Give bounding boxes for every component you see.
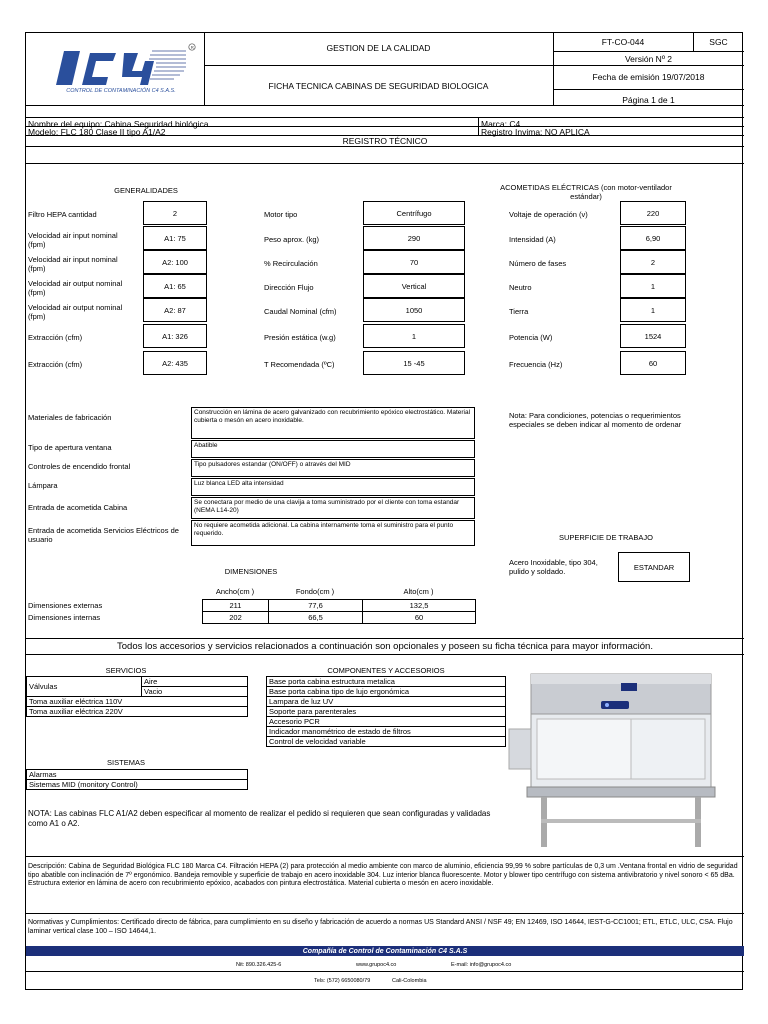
generalidades-row-value: A2: 87 [143, 298, 207, 322]
dim-cell: 132,5 [362, 599, 476, 612]
superficie-title: SUPERFICIE DE TRABAJO [558, 533, 654, 542]
nota-a1a2: NOTA: Las cabinas FLC A1/A2 deben especificar al momento de realizar el pedido si requieren que sean configuradas y validadas como A1 o A2. [28, 809, 491, 828]
electricas-row-label: Frecuencia (Hz) [509, 360, 563, 369]
material-value: Construcción en lámina de acero galvanizado con recubrimiento epóxico electrostático. Material cubierta o mesón en acero inoxidable. [191, 407, 475, 439]
generalidades-row-value: A1: 75 [143, 226, 207, 250]
generalidades-row-value: 2 [143, 201, 207, 225]
generalidades-row-label: Velocidad air input nominal (fpm) [28, 231, 118, 249]
registro-title: REGISTRO TÉCNICO [342, 136, 428, 146]
material-label: Materiales de fabricación [28, 413, 112, 422]
dim-header: Ancho(cm ) [215, 587, 255, 596]
generalidades-row-label: Velocidad air input nominal (fpm) [28, 255, 118, 273]
superficie-label: Acero Inoxidable, tipo 304, pulido y soldado. [509, 558, 598, 576]
electricas-row-label: Potencia (W) [509, 333, 553, 342]
generalidades-row-value: A2: 100 [143, 250, 207, 274]
doc-emission-date: Fecha de emisión 19/07/2018 [592, 72, 705, 82]
componente-item: Accesorio PCR [267, 717, 506, 727]
generalidades-row-value: A1: 326 [143, 324, 207, 348]
dim-cell: 60 [362, 611, 476, 624]
motor-row-value: 1 [363, 324, 465, 348]
toma-110-option: Toma auxiliar eléctrica 110V [27, 697, 248, 707]
electricas-row-value: 1 [620, 298, 686, 322]
logo-graphic [46, 41, 196, 91]
doc-version: Versión Nº 2 [624, 54, 673, 64]
electricas-row-label: Número de fases [509, 259, 567, 268]
motor-row-label: Presión estática (w.g) [264, 333, 336, 342]
motor-row-value: Centrífugo [363, 201, 465, 225]
material-value: Tipo pulsadores estandar (ON/OFF) o através del MID [191, 459, 475, 477]
sistemas-table [26, 769, 248, 790]
dim-row-label: Dimensiones externas [28, 601, 103, 610]
sistemas-item-alarmas: Alarmas [27, 770, 248, 780]
componente-item: Control de velocidad variable [267, 737, 506, 747]
footer-web: www.grupoc4.co [356, 962, 397, 968]
generalidades-row-value: A2: 435 [143, 351, 207, 375]
motor-row-label: Dirección Flujo [264, 283, 314, 292]
generalidades-title: GENERALIDADES [114, 186, 178, 195]
equipment-invima: Registro Invima: NO APLICA [481, 127, 590, 137]
optional-banner: Todos los accesorios y servicios relacionados a continuación son opcionales y poseen su ficha técnica para mayor información. [117, 641, 653, 652]
electricas-row-value: 1524 [620, 324, 686, 348]
electricas-title: ACOMETIDAS ELÉCTRICAS (con motor-ventilador estándar) [500, 183, 672, 201]
company-tagline: CONTROL DE CONTAMINACIÓN C4 S.A.S. [66, 88, 176, 94]
material-value: Se conectara por medio de una clavija a toma suministrado por el cliente con toma estandar (NEMA L14-20) [191, 497, 475, 519]
motor-row-value: Vertical [363, 274, 465, 298]
footer-tels: Tels: (572) 6650080/79 [314, 978, 371, 984]
componente-item: Lampara de luz UV [267, 697, 506, 707]
equipment-name: Nombre del equipo: Cabina Seguridad biológica [28, 119, 209, 129]
electricas-row-label: Intensidad (A) [509, 235, 556, 244]
valvulas-label: Válvulas [27, 677, 142, 697]
electricas-row-value: 1 [620, 274, 686, 298]
electricas-row-value: 60 [620, 351, 686, 375]
sistemas-title: SISTEMAS [107, 758, 145, 767]
componentes-table [266, 676, 506, 747]
generalidades-row-label: Velocidad air output nominal (fpm) [28, 303, 123, 321]
componentes-title: COMPONENTES Y ACCESORIOS [327, 666, 445, 675]
motor-row-label: % Recirculación [264, 259, 318, 268]
generalidades-row-label: Filtro HEPA cantidad [28, 210, 97, 219]
material-value: Abatible [191, 440, 475, 458]
doc-page: Página 1 de 1 [622, 95, 675, 105]
generalidades-row-label: Velocidad air output nominal (fpm) [28, 279, 123, 297]
material-value: Luz blanca LED alta intensidad [191, 478, 475, 496]
electricas-row-label: Neutro [509, 283, 532, 292]
motor-row-value: 15 -45 [363, 351, 465, 375]
svg-text:R: R [190, 45, 194, 50]
footer-city: Cali-Colombia [392, 978, 427, 984]
dim-header: Fondo(cm ) [295, 587, 335, 596]
equipment-brand: Marca: C4 [481, 119, 521, 129]
equipment-model: Modelo: FLC 180 Clase II tipo A1/A2 [28, 127, 166, 137]
motor-row-label: Caudal Nominal (cfm) [264, 307, 337, 316]
sistemas-item-mid: Sistemas MID (monitory Control) [27, 780, 248, 790]
note-right: Nota: Para condiciones, potencias o requerimientos especiales se deben indicar al momento de ordenar [509, 411, 682, 429]
footer-email: E-mail: info@grupoc4.co [451, 962, 512, 968]
generalidades-row-label: Extracción (cfm) [28, 360, 83, 369]
descripcion: Descripción: Cabina de Seguridad Biológica FLC 180 Marca C4. Filtración HEPA (2) para protección al medio ambiente con marco de aluminio, eficiencia 99,99 % sobre partículas de 0,3 um .Ventana frontal en vidrio de seguridad tipo abatible con inclinación de 7º ergonómico. Bandeja removible y superficie de trabajo en acero inoxidable 304. Luz interior blanca fluorescente. Motor y blower tipo centrífugo con sistema antivibratorio y nivel sonoro < 65 dBa. Estructura exterior en lámina de acero con recubrimiento epóxico, acabados con pintura electrostática. Material cubierta o mesón en acero inoxidable. [28, 863, 738, 887]
aire-option: Aire [142, 677, 248, 687]
footer-nit: Nit: 890.326.425-6 [236, 962, 282, 968]
motor-row-value: 70 [363, 250, 465, 274]
material-label: Entrada de acometida Servicios Eléctricos de usuario [28, 526, 179, 544]
spec-sheet [25, 32, 743, 990]
servicios-title: SERVICIOS [105, 666, 147, 675]
componente-item: Base porta cabina tipo de lujo ergonómica [267, 687, 506, 697]
motor-row-label: Motor tipo [264, 210, 298, 219]
dim-cell: 211 [202, 599, 269, 612]
motor-row-value: 290 [363, 226, 465, 250]
footer-company-bar: Compañía de Control de Contaminación C4 S.A.S [26, 946, 744, 956]
toma-220-option: Toma auxiliar eléctrica 220V [27, 707, 248, 717]
company-logo [46, 41, 196, 91]
electricas-row-value: 6,90 [620, 226, 686, 250]
electricas-row-label: Voltaje de operación (v) [509, 210, 588, 219]
componente-item: Indicador manométrico de estado de filtros [267, 727, 506, 737]
electricas-row-label: Tierra [509, 307, 529, 316]
doc-system: SGC [709, 37, 728, 47]
vacio-option: Vacio [142, 687, 248, 697]
superficie-value: ESTANDAR [618, 552, 690, 582]
dim-row-label: Dimensiones internas [28, 613, 101, 622]
dim-header: Alto(cm ) [403, 587, 434, 596]
material-label: Controles de encendido frontal [28, 462, 131, 471]
material-label: Entrada de acometida Cabina [28, 503, 128, 512]
cabinet-image [501, 669, 721, 854]
electricas-row-value: 2 [620, 250, 686, 274]
material-value: No requiere acometida adicional. La cabina internamente toma el suministro para el punto requerido. [191, 520, 475, 546]
servicios-table [26, 676, 248, 717]
dim-cell: 202 [202, 611, 269, 624]
dimensiones-title: DIMENSIONES [224, 567, 278, 576]
motor-row-label: T Recomendada (ºC) [264, 360, 335, 369]
motor-row-value: 1050 [363, 298, 465, 322]
generalidades-row-value: A1: 65 [143, 274, 207, 298]
generalidades-row-label: Extracción (cfm) [28, 333, 83, 342]
motor-row-label: Peso aprox. (kg) [264, 235, 320, 244]
normativas: Normativas y Cumplimientos: Certificado directo de fábrica, para cumplimiento en su diseño y fabricación de acuerdo a normas US Standard ANSI / NSF 49; EN 12469, ISO 14644, IEST-G-CC1001; ETL, ETLC, ULC, CSA. Flujo laminar vertical clase 100 – ISO 14644,1. [28, 919, 733, 935]
material-label: Tipo de apertura ventana [28, 443, 112, 452]
dim-cell: 77,6 [268, 599, 363, 612]
material-label: Lámpara [28, 481, 58, 490]
componente-item: Soporte para parenterales [267, 707, 506, 717]
doc-code: FT-CO-044 [601, 37, 645, 47]
dim-cell: 66,5 [268, 611, 363, 624]
header-title-sub: FICHA TECNICA CABINAS DE SEGURIDAD BIOLOGICA [268, 81, 489, 91]
electricas-row-value: 220 [620, 201, 686, 225]
header-title-main: GESTION DE LA CALIDAD [326, 43, 431, 53]
componente-item: Base porta cabina estructura metalica [267, 677, 506, 687]
